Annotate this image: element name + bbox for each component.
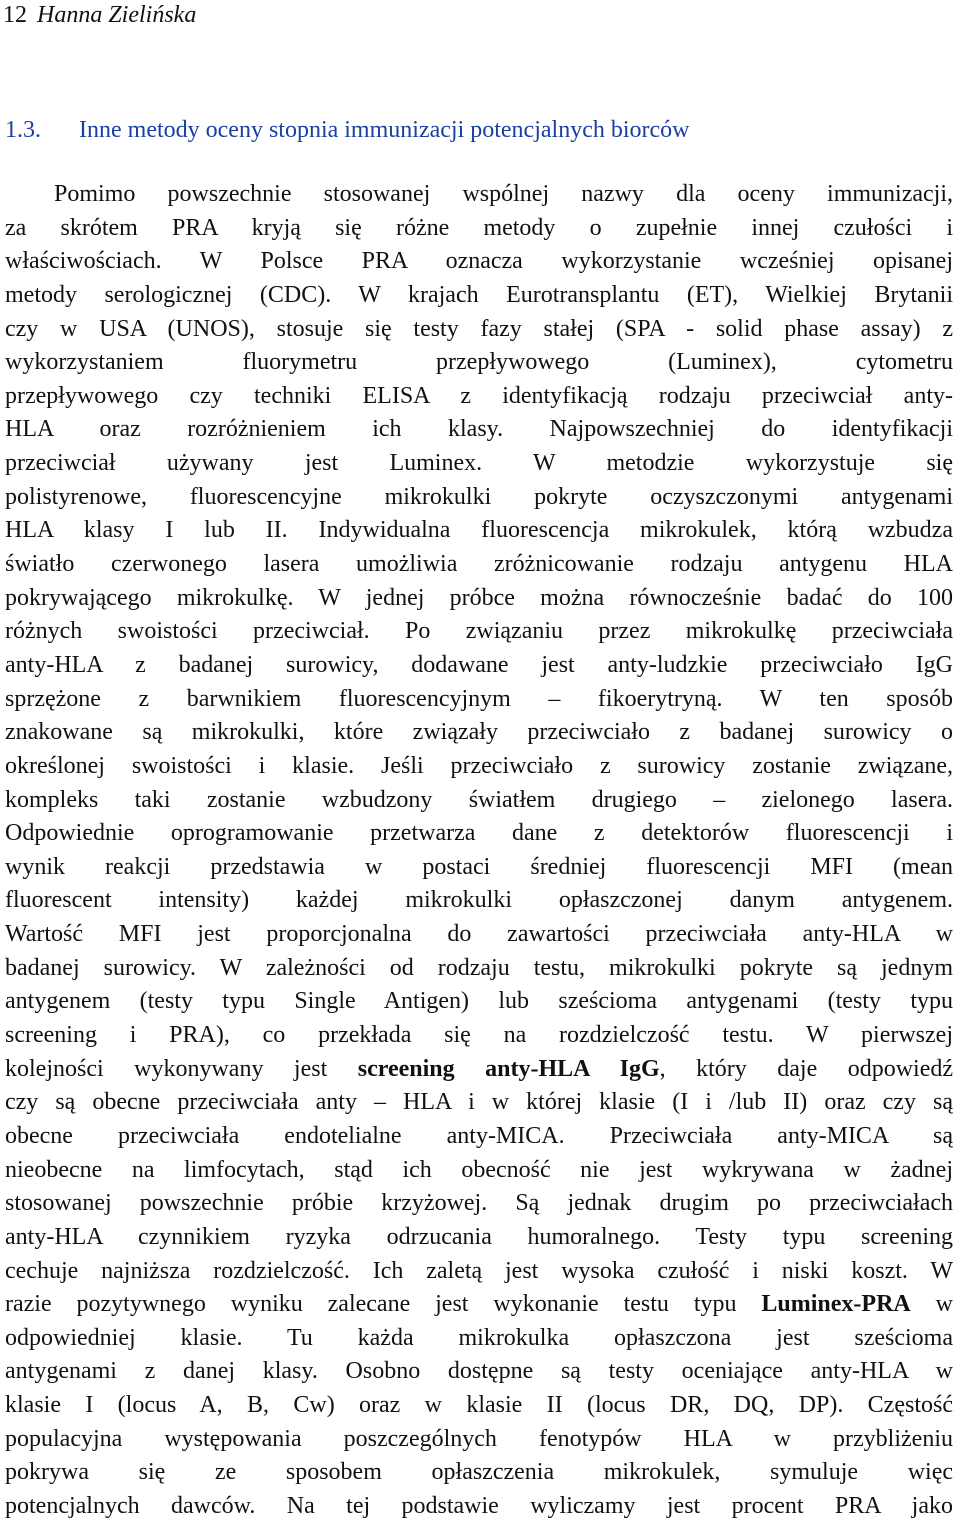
text-line: anty-HLA czynnikiem ryzyka odrzucania humoralnego. Testy typu screening bbox=[5, 1223, 953, 1250]
running-header-author: Hanna Zielińska bbox=[37, 2, 197, 28]
text-line: HLA oraz rozróżnieniem ich klasy. Najpowszechniej do identyfikacji bbox=[5, 416, 953, 443]
text-line: właściwościach. W Polsce PRA oznacza wykorzystanie wcześniej opisanej bbox=[5, 248, 953, 275]
text-line: fluorescent intensity) każdej mikrokulki opłaszczonej danym antygenem. bbox=[5, 887, 953, 914]
text-line: wynik reakcji przedstawia w postaci średniej fluorescencji MFI (mean bbox=[5, 853, 953, 880]
text-line: za skrótem PRA kryją się różne metody o zupełnie innej czułości i bbox=[5, 214, 953, 241]
text-line: sprzężone z barwnikiem fluorescencyjnym – fikoerytryną. W ten sposób bbox=[5, 685, 953, 712]
text-line: wykorzystaniem fluorymetru przepływowego (Luminex), cytometru bbox=[5, 349, 953, 376]
text-line: screening i PRA), co przekłada się na rozdzielczość testu. W pierwszej bbox=[5, 1022, 953, 1049]
text-line: przepływowego czy techniki ELISA z identyfikacją rodzaju przeciwciał anty- bbox=[5, 382, 953, 409]
section-heading bbox=[5, 113, 690, 147]
text-line: obecne przeciwciała endotelialne anty-MICA. Przeciwciała anty-MICA są bbox=[5, 1122, 953, 1149]
text-line: metody serologicznej (CDC). W krajach Eurotransplantu (ET), Wielkiej Brytanii bbox=[5, 281, 953, 308]
text-line: populacyjna występowania poszczególnych fenotypów HLA w przybliżeniu bbox=[5, 1425, 953, 1452]
text-line-with-bold bbox=[5, 1053, 953, 1087]
bold-term-luminex-pra: Luminex-PRA bbox=[761, 1291, 911, 1318]
text-fragment: kolejności wykonywany jest bbox=[5, 1055, 358, 1082]
bold-term-screening: screening anty-HLA IgG bbox=[357, 1055, 660, 1082]
text-line: pokrywającego mikrokulkę. W jednej próbce można równocześnie badać do 100 bbox=[5, 584, 953, 611]
text-line: Odpowiednie oprogramowanie przetwarza dane z detektorów fluorescencji i bbox=[5, 820, 953, 847]
text-line: przeciwciał używany jest Luminex. W metodzie wykorzystuje się bbox=[5, 450, 953, 477]
text-fragment: , który daje odpowiedź bbox=[659, 1055, 953, 1082]
text-line: czy w USA (UNOS), stosuje się testy fazy stałej (SPA - solid phase assay) z bbox=[5, 315, 953, 342]
text-line: badanej surowicy. W zależności od rodzaju testu, mikrokulki pokryte są jednym bbox=[5, 954, 953, 981]
text-line: określonej swoistości i klasie. Jeśli przeciwciało z surowicy zostanie związane, bbox=[5, 752, 953, 779]
text-line: antygenami z danej klasy. Osobno dostępne są testy oceniające anty-HLA w bbox=[5, 1358, 953, 1385]
text-line: różnych swoistości przeciwciał. Po związaniu przez mikrokulkę przeciwciała bbox=[5, 618, 953, 645]
text-line: antygenem (testy typu Single Antigen) lub sześcioma antygenami (testy typu bbox=[5, 988, 953, 1015]
running-header bbox=[3, 0, 196, 30]
text-line: polistyrenowe, fluorescencyjne mikrokulki pokryte oczyszczonymi antygenami bbox=[5, 483, 953, 510]
text-line: światło czerwonego lasera umożliwia zróżnicowanie rodzaju antygenu HLA bbox=[5, 551, 953, 578]
text-line: kompleks taki zostanie wzbudzony światłem drugiego – zielonego lasera. bbox=[5, 786, 953, 813]
section-number: 1.3. bbox=[5, 117, 41, 143]
text-line: stosowanej powszechnie próbie krzyżowej. Są jednak drugim po przeciwciałach bbox=[5, 1190, 953, 1217]
body-paragraph bbox=[5, 178, 953, 1524]
text-line: odpowiedniej klasie. Tu każda mikrokulka opłaszczona jest sześcioma bbox=[5, 1324, 953, 1351]
text-line: nieobecne na limfocytach, stąd ich obecność nie jest wykrywana w żadnej bbox=[5, 1156, 953, 1183]
text-line: Wartość MFI jest proporcjonalna do zawartości przeciwciała anty-HLA w bbox=[5, 921, 953, 948]
text-line: pokrywa się ze sposobem opłaszczenia mikrokulek, symuluje więc bbox=[5, 1459, 953, 1486]
text-line: cechuje najniższa rozdzielczość. Ich zaletą jest wysoka czułość i niski koszt. W bbox=[5, 1257, 953, 1284]
text-fragment: razie pozytywnego wyniku zalecane jest wykonanie testu typu bbox=[5, 1291, 762, 1318]
page-number: 12 bbox=[3, 2, 27, 28]
text-line: anty-HLA z badanej surowicy, dodawane jest anty-ludzkie przeciwciało IgG bbox=[5, 651, 953, 678]
text-fragment: w bbox=[910, 1291, 953, 1318]
text-line: Pomimo powszechnie stosowanej wspólnej nazwy dla oceny immunizacji, bbox=[54, 181, 953, 207]
section-title: Inne metody oceny stopnia immunizacji potencjalnych biorców bbox=[79, 117, 690, 143]
text-line: czy są obecne przeciwciała anty – HLA i w której klasie (I i /lub II) oraz czy są bbox=[5, 1089, 953, 1116]
text-line: potencjalnych dawców. Na tej podstawie wyliczamy jest procent PRA jako bbox=[5, 1492, 953, 1519]
text-line: klasie I (locus A, B, Cw) oraz w klasie II (locus DR, DQ, DP). Częstość bbox=[5, 1392, 953, 1419]
text-line: HLA klasy I lub II. Indywidualna fluorescencja mikrokulek, którą wzbudza bbox=[5, 517, 953, 544]
text-line: znakowane są mikrokulki, które związały przeciwciało z badanej surowicy o bbox=[5, 719, 953, 746]
text-line-with-bold bbox=[5, 1288, 953, 1322]
